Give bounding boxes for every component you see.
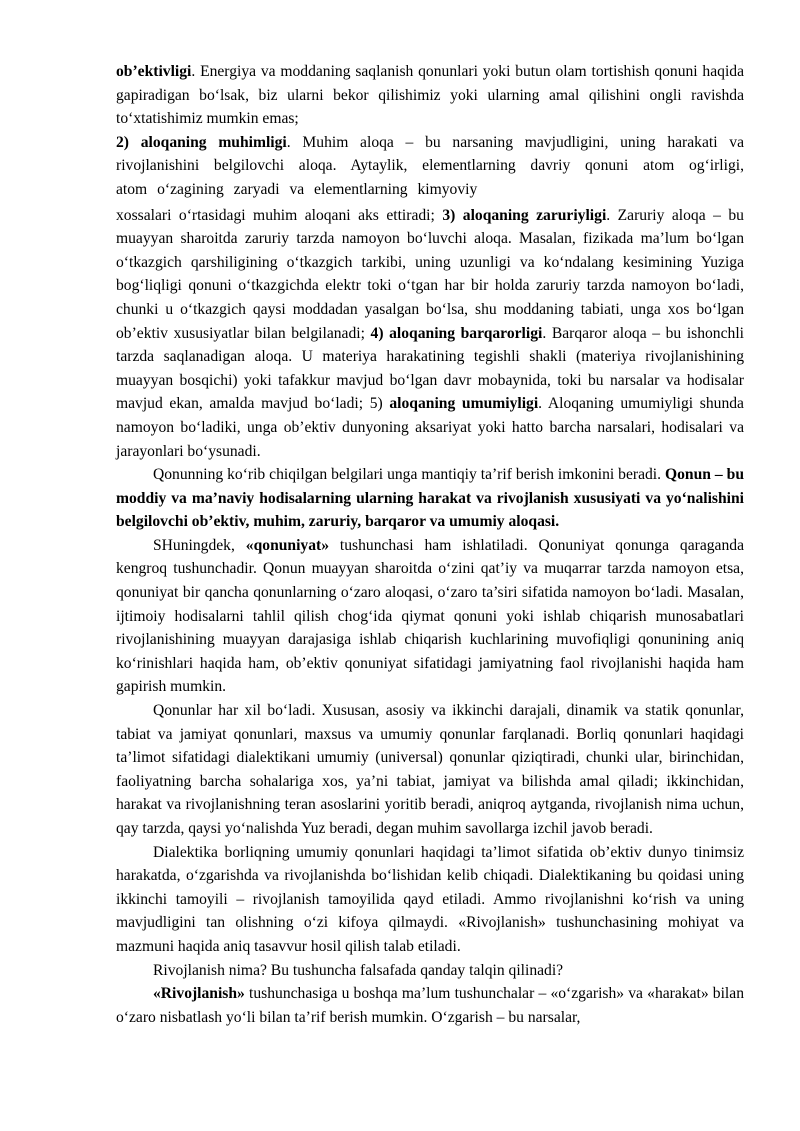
term-necessity: 3) aloqaning zaruriyligi <box>442 206 607 224</box>
paragraph-law-types <box>116 699 744 841</box>
paragraph-text: . Energiya va moddaning saqlanish qonunlari yoki butun olam tortishish qonuni haqida gapiradigan bo‘lsak, biz ularni bekor qilishimiz yoki ularning amal qilishini ongli ravishda to‘xtatishimiz mumkin emas; <box>116 63 744 128</box>
term-significance: 2) aloqaning muhimligi <box>116 133 287 151</box>
paragraph-text: Dialektika borliqning umumiy qonunlari haqidagi ta’limot sifatida ob’ektiv dunyo tinimsiz harakatda, o‘zgarishda va rivojlanishda bo‘lishidan kelib chiqadi. Dialektikaning bu qoidasi uning ikkinchi tamoyili – rivojlanish tamoyilida qayd etiladi. Ammo rivojlanishni ko‘rish va uning mavjudligini tan olishning o‘zi kifoya qilmaydi. «Rivojlanish» tushunchasining mohiyat va mazmuni haqida aniq tasavvur hosil qilish talab etiladi. <box>116 843 744 955</box>
paragraph-dialectics <box>116 841 744 959</box>
paragraph-law-definition <box>116 463 744 534</box>
term-regularity: «qonuniyat» <box>245 536 329 554</box>
paragraph-text: tushunchasi ham ishlatiladi. Qonuniyat qonunga qaraganda kengroq tushunchadir. Qonun muayyan sharoitda o‘zini qat’iy va muqarrar tarzda namoyon etsa, qonuniyat bir qancha qonunlarning o‘zaro aloqasi, o‘zaro ta’siri sifatida namoyon bo‘ladi. Masalan, ijtimoiy hodisalarni tahlil qilish chog‘ida qiymat qonuni yoki ishlab chiqarish munosabatlari rivojlanishining muayyan darajasiga ishlab chiqarish kuchlarining muvofiqligi qonunining aniq ko‘rinishlari haqida ham, ob’ektiv qonuniyat sifatidagi jamiyatning faol rivojlanishi haqida ham gapirish mumkin. <box>116 536 744 696</box>
paragraph-necessity <box>116 204 744 464</box>
term-generality: aloqaning umumiyligi <box>389 395 539 413</box>
paragraph-text: . Zaruriy aloqa – bu muayyan sharoitda zaruriy tarzda namoyon bo‘luvchi aloqa. Masalan, fizikada ma’lum bo‘lgan o‘tkazgich qarshiligining o‘tkazgich tarkibi, uning uzunligi va ko‘ndalang kesimining Yuziga bog‘liqligi qonuni o‘tkazgichda elektr toki o‘tgan har bir holda zaruriy tarzda namoyon bo‘ladi, chunki u o‘tkazgich qaysi moddadan yasalgan bo‘lsa, shu moddaning tabiati, unga xos bo‘lgan ob’ektiv xususiyatlar bilan belgilanadi; <box>116 206 744 342</box>
law-definition: Qonun – bu moddiy va ma’naviy hodisalarning ularning harakat va rivojlanish xususiyati va yo‘nalishini belgilovchi ob’ektiv, muhim, zaruriy, barqaror va umumiy aloqasi. <box>116 466 744 531</box>
paragraph-text: . Muhim aloqa – bu narsaning mavjudligini, uning harakati va rivojlanishini belgilovchi aloqa. Aytaylik, elementlarning davriy qonuni atom og‘irligi, atom o‘zagining zaryadi va elementlarning kimyoviy <box>116 133 744 198</box>
paragraph-text: Qonunlar har xil bo‘ladi. Xususan, asosiy va ikkinchi darajali, dinamik va statik qonunlar, tabiat va jamiyat qonunlari, maxsus va umumiy qonunlar farqlanadi. Borliq qonunlari haqidagi ta’limot sifatidagi dialektikani umumiy (universal) qonunlar qiziqtiradi, chunki ular, birinchidan, faoliyatning barcha sohalariga xos, ya’ni tabiat, jamiyat va bilishda amal qiladi; ikkinchidan, harakat va rivojlanishning teran asoslarini yoritib beradi, aniqroq aytganda, rivojlanish nima uchun, qay tarzda, qaysi yo‘nalishda Yuz beradi, degan muhim savollarga izchil javob beradi. <box>116 702 744 837</box>
paragraph-significance <box>116 131 744 202</box>
term-stability: 4) aloqaning barqarorligi <box>370 324 543 342</box>
paragraph-text: Qonunning ko‘rib chiqilgan belgilari unga mantiqiy ta’rif berish imkonini beradi. <box>153 466 665 484</box>
paragraph-objectivity <box>116 60 744 131</box>
term-objectivity: ob’ektivligi <box>116 63 192 80</box>
paragraph-text: . Barqaror aloqa – bu ishonchli tarzda saqlanadigan aloqa. U materiya harakatining tegishli shakli (materiya rivojlanishining muayyan bosqichi) yoki tafakkur mavjud bo‘lgan davr mobaynida, toki bu narsalar va hodisalar mavjud ekan, amalda mavjud bo‘ladi; 5) <box>116 324 744 413</box>
paragraph-text: . Aloqaning umumiyligi shunda namoyon bo‘ladiki, unga ob’ektiv dunyoning aksariyat yoki hatto barcha narsalari, hodisalari va jarayonlari bo‘ysunadi. <box>116 395 744 460</box>
paragraph-question <box>116 959 744 983</box>
term-development: «Rivojlanish» <box>153 985 245 1003</box>
paragraph-text: Rivojlanish nima? Bu tushuncha falsafada qanday talqin qilinadi? <box>153 961 564 979</box>
paragraph-development <box>116 982 744 1029</box>
paragraph-regularity <box>116 534 744 699</box>
paragraph-text: SHuningdek, <box>153 536 246 554</box>
paragraph-text: xossalari o‘rtasidagi muhim aloqani aks ettiradi; <box>116 206 443 224</box>
paragraph-text: tushunchasiga u boshqa ma’lum tushunchalar – «o‘zgarish» va «harakat» bilan o‘zaro nisbatlash yo‘li bilan ta’rif berish mumkin. O‘zgarish – bu narsalar, <box>116 985 744 1026</box>
